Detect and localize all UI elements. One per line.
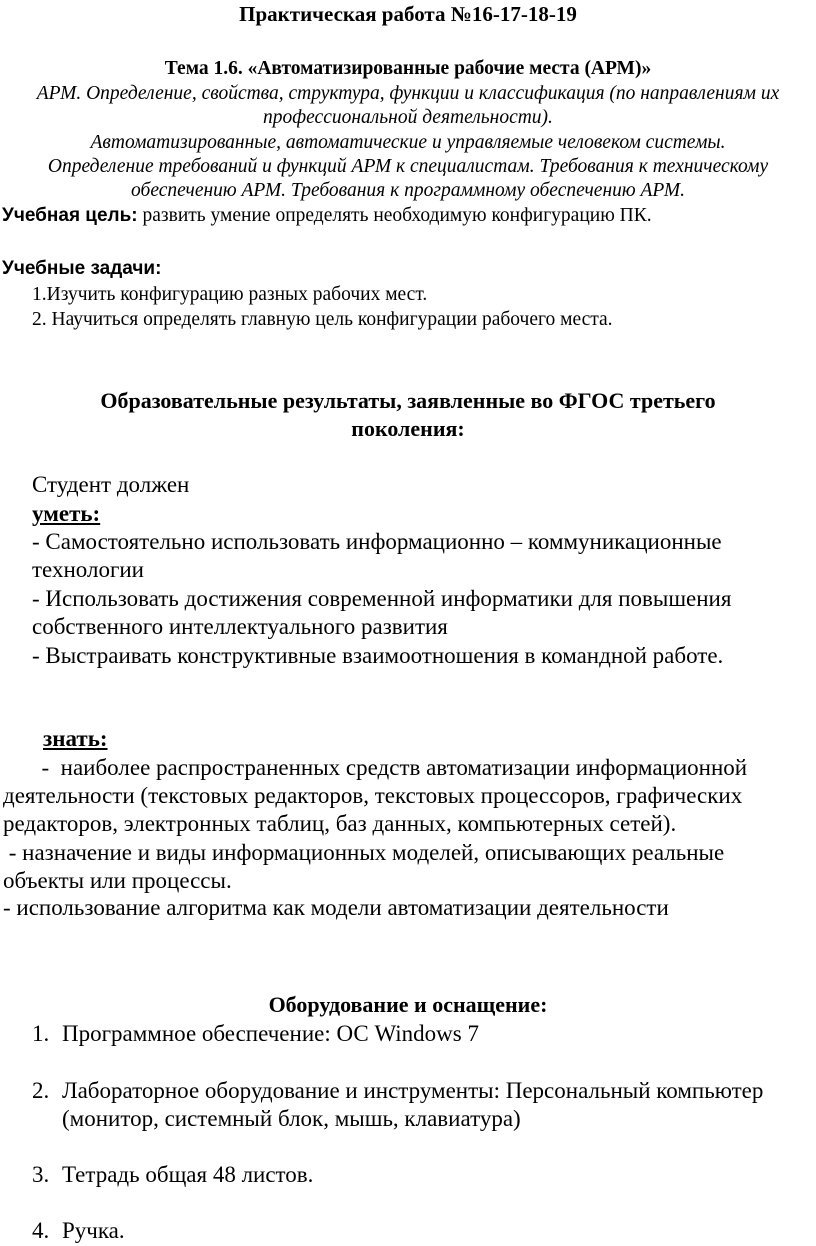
equipment-item	[32, 1162, 313, 1188]
topic-heading: Тема 1.6. «Автоматизированные рабочие места (АРМ)»	[164, 58, 652, 79]
equipment-item-number: 4.	[32, 1218, 50, 1243]
task-item: 2. Научиться определять главную цель конфигурации рабочего места.	[32, 309, 613, 330]
skill-line: технологии	[32, 557, 144, 582]
skill-line: собственного интеллектуального развития	[32, 614, 448, 639]
goal-label: Учебная цель:	[2, 205, 138, 226]
knowledge-line: объекты или процессы.	[3, 868, 232, 893]
document-title: Практическая работа №16-17-18-19	[239, 2, 577, 26]
equipment-item	[32, 1218, 125, 1244]
equipment-item-continuation: (монитор, системный блок, мышь, клавиатура)	[62, 1106, 521, 1131]
topic-line: обеспечению АРМ. Требования к программному обеспечению АРМ.	[131, 180, 685, 201]
knowledge-line: - наиболее распространенных средств автоматизации информационной	[30, 755, 748, 780]
results-heading: Образовательные результаты, заявленные во ФГОС третьего	[100, 388, 716, 413]
skill-line: - Использовать достижения современной информатики для повышения	[32, 586, 732, 611]
skill-line: - Выстраивать конструктивные взаимоотношения в командной работе.	[32, 643, 724, 668]
knowledge-line: деятельности (текстовых редакторов, текстовых процессоров, графических	[3, 783, 743, 808]
topic-line: АРМ. Определение, свойства, структура, функции и классификация (по направлениям их	[36, 83, 780, 104]
skill-line: - Самостоятельно использовать информационно – коммуникационные	[32, 529, 722, 554]
student-label: Студент должен	[32, 472, 190, 497]
knowledge-line: - назначение и виды информационных моделей, описывающих реальные	[3, 840, 725, 865]
equipment-item-number: 1.	[32, 1021, 50, 1046]
equipment-item-number: 3.	[32, 1162, 50, 1187]
equipment-item-text: Программное обеспечение: ОС Windows 7	[62, 1021, 479, 1046]
goal-text: развить умение определять необходимую конфигурацию ПК.	[137, 205, 652, 226]
equipment-item-text: Лабораторное оборудование и инструменты: Персональный компьютер	[62, 1078, 764, 1103]
results-heading: поколения:	[351, 416, 465, 441]
equipment-item-text: Ручка.	[62, 1218, 125, 1243]
topic-line: профессиональной деятельности).	[263, 107, 553, 128]
equipment-item	[32, 1078, 763, 1104]
tasks-label: Учебные задачи:	[2, 258, 162, 279]
equipment-heading: Оборудование и оснащение:	[268, 992, 548, 1017]
task-item: 1.Изучить конфигурацию разных рабочих мест.	[32, 284, 428, 305]
knowledge-line: редакторов, электронных таблиц, баз данных, компьютерных сетей).	[3, 811, 677, 836]
equipment-item	[32, 1021, 479, 1047]
knowledge-label: знать:	[43, 726, 108, 751]
equipment-item-text: Тетрадь общая 48 листов.	[62, 1162, 314, 1187]
knowledge-line: - использование алгоритма как модели автоматизации деятельности	[3, 895, 669, 920]
skills-label: уметь:	[32, 501, 101, 526]
equipment-item-number: 2.	[32, 1078, 50, 1103]
goal-paragraph	[2, 205, 652, 227]
topic-line: Автоматизированные, автоматические и управляемые человеком системы.	[90, 132, 726, 153]
topic-line: Определение требований и функций АРМ к специалистам. Требования к техническому	[47, 156, 769, 177]
